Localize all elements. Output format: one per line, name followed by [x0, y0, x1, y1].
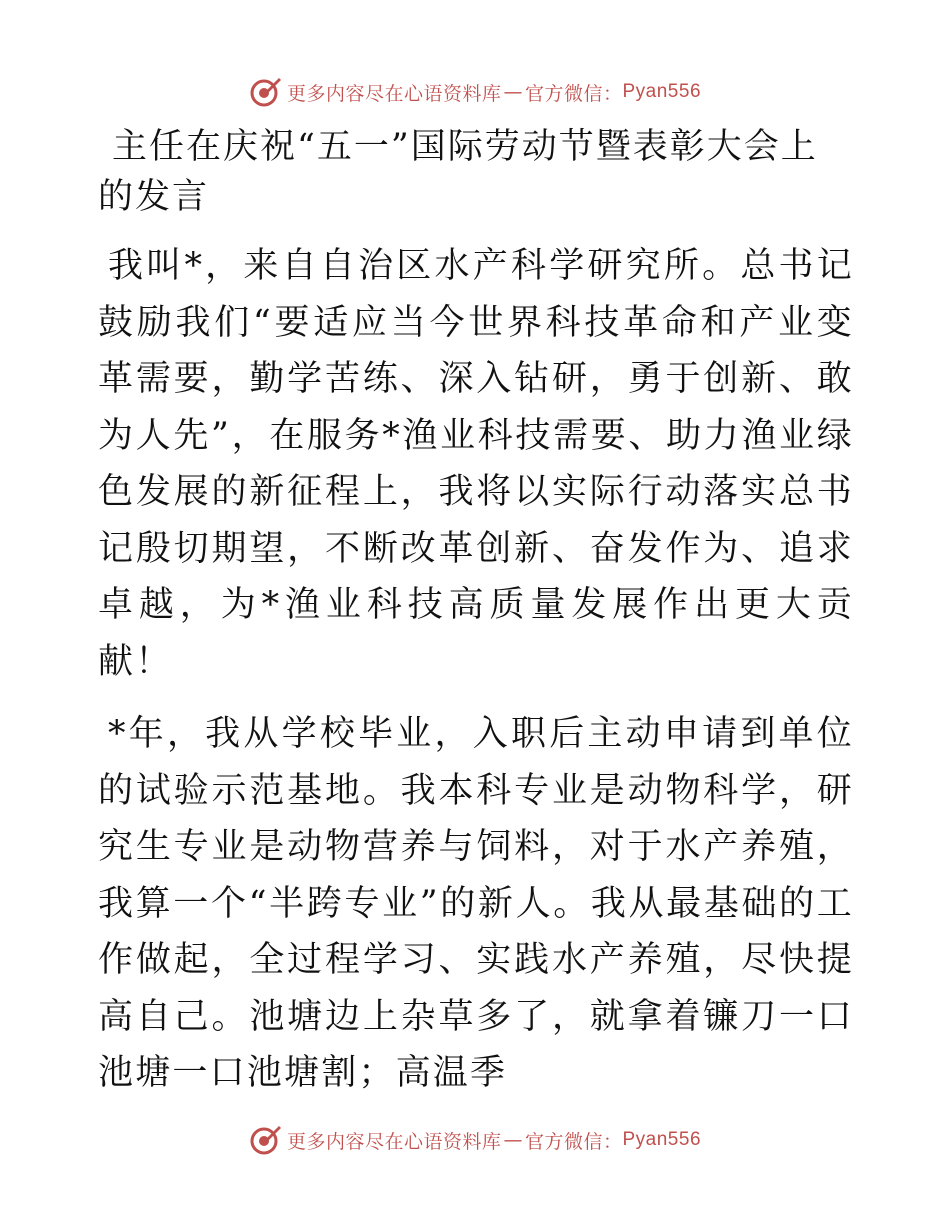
- document-body: [98, 122, 854, 1102]
- pen-logo-icon: [249, 1123, 283, 1157]
- document-title: 主任在庆祝“五一”国际劳动节暨表彰大会上的发言: [98, 127, 818, 217]
- footer-promo-text: 更多内容尽在心语资料库: [286, 1130, 502, 1153]
- footer-wechat-label: 官方微信：: [524, 1130, 623, 1153]
- header-banner: [0, 72, 950, 112]
- header-wechat-id: Pyan556: [622, 81, 702, 102]
- footer-wechat-id: Pyan556: [622, 1129, 702, 1150]
- paragraph-1: 我叫*，来自自治区水产科学研究所。总书记鼓励我们“要适应当今世界科技革命和产业变革需要，勤学苦练、深入钻研，勇于创新、敢为人先”，在服务*渔业科技需要、助力渔业绿色发展的新征程上，我将以实际行动落实总书记殷切期望，不断改革创新、奋发作为、追求卓越，为*渔业科技高质量发展作出更大贡献！: [98, 246, 854, 682]
- footer-banner: [0, 1120, 950, 1160]
- header-dash: —: [503, 81, 523, 103]
- header-promo-text: 更多内容尽在心语资料库: [286, 82, 502, 105]
- pen-logo-icon: [249, 75, 283, 109]
- header-wechat-label: 官方微信：: [524, 82, 623, 105]
- footer-dash: —: [503, 1129, 523, 1151]
- paragraph-2: *年，我从学校毕业，入职后主动申请到单位的试验示范基地。我本科专业是动物科学，研究生专业是动物营养与饲料，对于水产养殖，我算一个“半跨专业”的新人。我从最基础的工作做起，全过程学习、实践水产养殖，尽快提高自己。池塘边上杂草多了，就拿着镰刀一口池塘一口池塘割；高温季: [98, 714, 854, 1093]
